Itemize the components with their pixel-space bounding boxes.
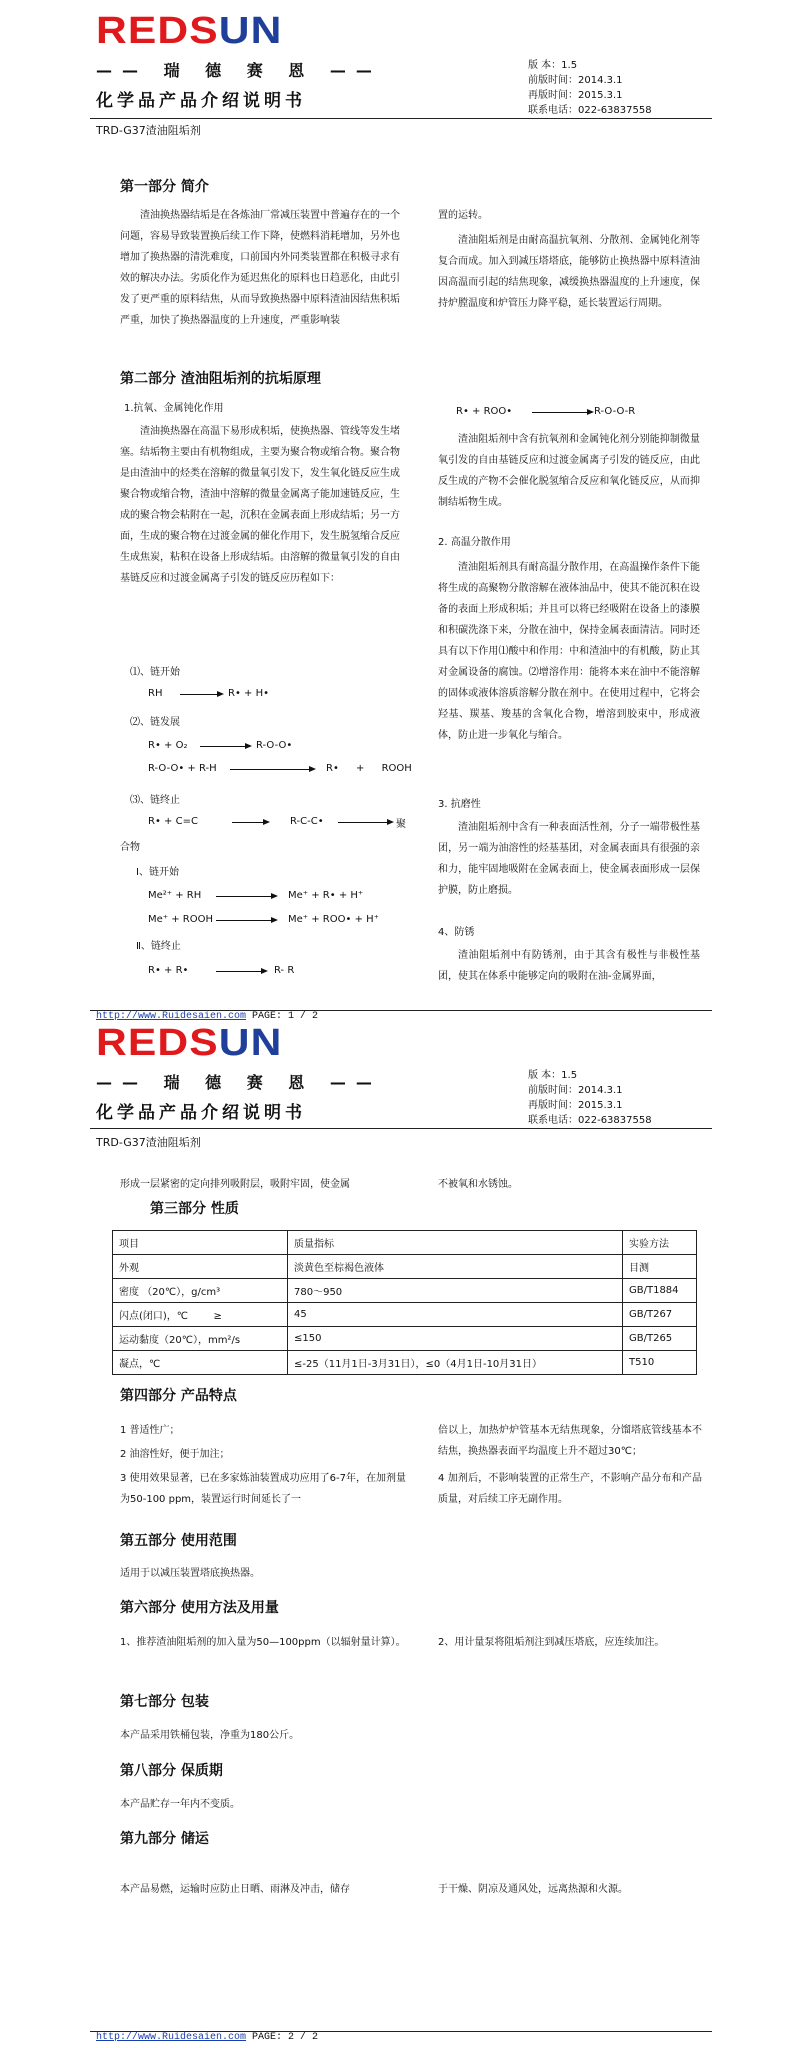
- table-cell: 780～950: [288, 1279, 623, 1303]
- step-chain-propagate: ⑵、链发展: [130, 717, 180, 728]
- eq1-arrow: [180, 694, 222, 695]
- intro-right-2: 渣油阻垢剂是由耐高温抗氧剂、分散剂、金属钝化剂等复合而成。加入到减压塔塔底，能够防止换热器中原料渣油因高温而引起的结焦现象，减缓换热器温度的上升速度，保持炉膛温度和炉管压力降平稳，延长装置运行周期。: [438, 235, 700, 309]
- eq2-right: R-O-O•: [256, 740, 293, 751]
- doc-meta: [528, 1068, 652, 1128]
- table-row: [113, 1279, 697, 1303]
- table-cell: 密度 （20℃），g/cm³: [113, 1279, 288, 1303]
- eq1-right: R• + H•: [228, 688, 270, 699]
- section-1-title: 第一部分 简介: [120, 179, 209, 195]
- product-code: TRD-G37渣油阻垢剂: [96, 124, 201, 137]
- table-row: [113, 1351, 697, 1375]
- continued-left: 形成一层紧密的定向排列吸附层，吸附牢固，使金属: [120, 1179, 350, 1190]
- section-8-title: 第八部分 保质期: [120, 1763, 223, 1779]
- table-cell: ≤-25（11月1日-3月31日），≤0（4月1日-10月31日）: [288, 1351, 623, 1375]
- table-cell: 凝点，℃: [113, 1351, 288, 1375]
- table-cell: GB/T265: [623, 1327, 697, 1351]
- meta-version: 版 本：1.5: [528, 1070, 578, 1081]
- eq4-continued: 合物: [120, 842, 140, 853]
- table-cell: ≤150: [288, 1327, 623, 1351]
- feature-2: 2 油溶性好，便于加注；: [120, 1449, 230, 1460]
- table-cell: 闪点(闭口)，℃ ≥: [113, 1303, 288, 1327]
- section-2-title: 第二部分 渣油阻垢剂的抗垢原理: [120, 371, 321, 387]
- eq3-right: R• + ROOH: [326, 763, 412, 774]
- brand-name: —— 瑞 德 赛 恩 ——: [96, 1073, 382, 1092]
- redsun-logo: REDSUN: [96, 10, 283, 52]
- footer-url-link[interactable]: http://www.Ruidesaien.com: [96, 2032, 247, 2043]
- eq4-middle: R-C-C•: [290, 816, 324, 827]
- meta-phone: 联系电话：022-63837558: [528, 1115, 652, 1126]
- eq2-left: R• + O₂: [148, 740, 188, 751]
- table-cell: 项目: [113, 1231, 288, 1255]
- meta-reissue-date: 再版时间：2015.3.1: [528, 1100, 623, 1111]
- section-5-title: 第五部分 使用范围: [120, 1533, 237, 1549]
- table-cell: 实验方法: [623, 1231, 697, 1255]
- eq3-arrow: [230, 769, 314, 770]
- doc-title: 化学品产品介绍说明书: [96, 1103, 306, 1123]
- continued-right: 不被氧和水锈蚀。: [438, 1179, 518, 1190]
- mechanism-text: 渣油换热器在高温下易形成积垢，使换热器、管线等发生堵塞。结垢物主要由有机物组成，主要为聚合物或缩合物。聚合物是由渣油中的烃类在溶解的微量氧引发下，发生氧化链反应生成聚合物或缩合物，渣油中溶解的微量金属离子能加速链反应，生成的聚合物会粘附在一起，沉积在金属表面上形成结垢；另一方面，生成的聚合物在过渡金属的催化作用下，发生脱氢缩合反应生成焦炭，粘积在设备上形成结垢。由溶解的微量氧引发的自由基链反应和过渡金属离子引发的链反应历程如下：: [120, 426, 400, 584]
- section-4-title: 第四部分 产品特点: [120, 1388, 237, 1404]
- usage-scope-text: 适用于以减压装置塔底换热器。: [120, 1568, 260, 1579]
- step-chain-end: ⑶、链终止: [130, 795, 180, 806]
- eq4-right: 聚: [396, 819, 406, 830]
- feature-3: 3 使用效果显著，已在多家炼油装置成功应用了6-7年，在加剂量为50-100 ppm，装置运行时间延长了一: [120, 1473, 406, 1505]
- sub-heading-3: 3. 抗磨性: [438, 799, 481, 810]
- right-para-antiwear: 渣油阻垢剂中含有一种表面活性剂，分子一端带极性基团，另一端为油溶性的烃基基团，对金属表面具有很强的亲和力，能牢固地吸附在金属表面上，使金属表面形成一层保护膜，防止磨损。: [438, 822, 700, 896]
- table-row: [113, 1303, 697, 1327]
- eq2-arrow: [200, 746, 250, 747]
- eq7-right: R- R: [274, 965, 295, 976]
- eq4-arrow-1: [232, 822, 268, 823]
- properties-table: [112, 1230, 697, 1375]
- product-code: TRD-G37渣油阻垢剂: [96, 1136, 201, 1149]
- table-header-row: [113, 1231, 697, 1255]
- section-3-title: 第三部分 性质: [150, 1201, 239, 1217]
- table-cell: 外观: [113, 1255, 288, 1279]
- sub-heading-1: 1.抗氧、金属钝化作用: [124, 403, 224, 414]
- doc-title: 化学品产品介绍说明书: [96, 91, 306, 111]
- table-cell: 45: [288, 1303, 623, 1327]
- feature-1: 1 普适性广；: [120, 1425, 180, 1436]
- sub-heading-2: 2. 高温分散作用: [438, 537, 511, 548]
- page-2: [0, 1024, 793, 2048]
- eq6-right: Me⁺ + ROO• + H⁺: [288, 914, 379, 925]
- eq1-left: RH: [148, 688, 163, 699]
- shelf-life-text: 本产品贮存一年内不变质。: [120, 1799, 240, 1810]
- doc-meta: [528, 58, 652, 118]
- right-para-antirust: 渣油阻垢剂中有防锈剂，由于其含有极性与非极性基团，使其在体系中能够定向的吸附在油-金属界面，: [438, 950, 700, 982]
- table-cell: 目测: [623, 1255, 697, 1279]
- section-7-title: 第七部分 包装: [120, 1694, 209, 1710]
- meta-reissue-date: 再版时间：2015.3.1: [528, 90, 623, 101]
- table-row: [113, 1255, 697, 1279]
- usage-method-right: 2、用计量泵将阻垢剂注到减压塔底，应连续加注。: [438, 1637, 665, 1648]
- storage-left: 本产品易燃，运输时应防止日晒、雨淋及冲击，储存: [120, 1884, 350, 1895]
- eq5-left: Me²⁺ + RH: [148, 890, 202, 901]
- section-9-title: 第九部分 储运: [120, 1831, 209, 1847]
- roman-2-chain-end: Ⅱ、链终止: [136, 941, 181, 952]
- footer-1: http://www.Ruidesaien.com PAGE: 1 / 2: [96, 1011, 319, 1022]
- packaging-text: 本产品采用铁桶包装，净重为180公斤。: [120, 1730, 300, 1741]
- meta-phone: 联系电话：022-63837558: [528, 105, 652, 116]
- intro-right-1: 置的运转。: [438, 210, 488, 221]
- usage-method-left: 1、推荐渣油阻垢剂的加入量为50—100ppm（以辐射量计算）。: [120, 1637, 406, 1648]
- header-rule: [90, 1128, 712, 1129]
- footer-url-link[interactable]: http://www.Ruidesaien.com: [96, 1011, 247, 1022]
- eq5-arrow: [216, 896, 276, 897]
- eq7-left: R• + R•: [148, 965, 189, 976]
- eq8-arrow: [532, 412, 592, 413]
- eq3-left: R-O-O• + R-H: [148, 763, 217, 774]
- table-cell: GB/T1884: [623, 1279, 697, 1303]
- brand-name: —— 瑞 德 赛 恩 ——: [96, 61, 382, 80]
- eq8-right: R-O-O-R: [594, 406, 636, 417]
- page-1: [0, 0, 793, 1022]
- right-para-dispersion: 渣油阻垢剂具有耐高温分散作用，在高温操作条件下能将生成的高聚物分散溶解在液体油品中，使其不能沉积在设备的表面上形成积垢；并且可以将已经吸附在设备上的漆膜和积碳洗涤下来，分散在油中，保持金属表面清洁。同时还具有以下作用⑴酸中和作用：中和渣油中的有机酸，防止其对金属设备的腐蚀。⑵增溶作用：能将本来在油中不能溶解的固体或液体溶质溶解分散在剂中。在使用过程中，它将会羟基、羰基、羧基的含氧化合物，增溶到胶束中，形成液体，防止进一步氧化与缩合。: [438, 562, 700, 741]
- eq5-right: Me⁺ + R• + H⁺: [288, 890, 364, 901]
- table-cell: 质量指标: [288, 1231, 623, 1255]
- meta-version: 版 本：1.5: [528, 60, 578, 71]
- table-cell: GB/T267: [623, 1303, 697, 1327]
- eq6-left: Me⁺ + ROOH: [148, 914, 214, 925]
- table-cell: 淡黄色至棕褐色液体: [288, 1255, 623, 1279]
- step-chain-start: ⑴、链开始: [130, 667, 180, 678]
- meta-prev-date: 前版时间：2014.3.1: [528, 1085, 623, 1096]
- eq6-arrow: [216, 920, 276, 921]
- header-rule: [90, 118, 712, 119]
- roman-1-chain-start: Ⅰ、链开始: [136, 867, 179, 878]
- table-row: [113, 1327, 697, 1351]
- right-para-antioxidant: 渣油阻垢剂中含有抗氧剂和金属钝化剂分别能抑制微量氧引发的自由基链反应和过渡金属离子引发的链反应，由此反生成的产物不会催化脱氢缩合反应和氧化链反应，从而抑制结垢物生成。: [438, 434, 700, 508]
- section-6-title: 第六部分 使用方法及用量: [120, 1600, 279, 1616]
- storage-right: 于干燥、阴凉及通风处，远离热源和火源。: [438, 1884, 628, 1895]
- table-cell: T510: [623, 1351, 697, 1375]
- eq4-arrow-2: [338, 822, 392, 823]
- intro-left: 渣油换热器结垢是在各炼油厂常减压装置中普遍存在的一个问题，容易导致装置换后续工作下降，使燃料消耗增加，另外也增加了换热器的清洗难度，口前国内外同类装置都在积极寻求有效的解决办法。劣质化作为延迟焦化的原料也日趋恶化，由此引发了更严重的原料结焦，从而导致换热器中原料渣油因结焦积垢严重，加快了换热器温度的上升速度，严重影响装: [120, 210, 400, 326]
- feature-4: 4 加剂后，不影响装置的正常生产，不影响产品分布和产品质量，对后续工序无副作用。: [438, 1473, 702, 1505]
- footer-2: http://www.Ruidesaien.com PAGE: 2 / 2: [96, 2032, 319, 2043]
- eq4-left: R• + C=C: [148, 816, 198, 827]
- meta-prev-date: 前版时间：2014.3.1: [528, 75, 623, 86]
- eq8-left: R• + ROO•: [456, 406, 513, 417]
- sub-heading-4: 4、防锈: [438, 927, 475, 938]
- redsun-logo: REDSUN: [96, 1022, 283, 1064]
- eq7-arrow: [216, 971, 266, 972]
- table-cell: 运动黏度（20℃），mm²/s: [113, 1327, 288, 1351]
- feature-3-continued: 倍以上，加热炉炉管基本无结焦现象，分馏塔底管线基本不结焦，换热器表面平均温度上升不超过30℃；: [438, 1425, 702, 1457]
